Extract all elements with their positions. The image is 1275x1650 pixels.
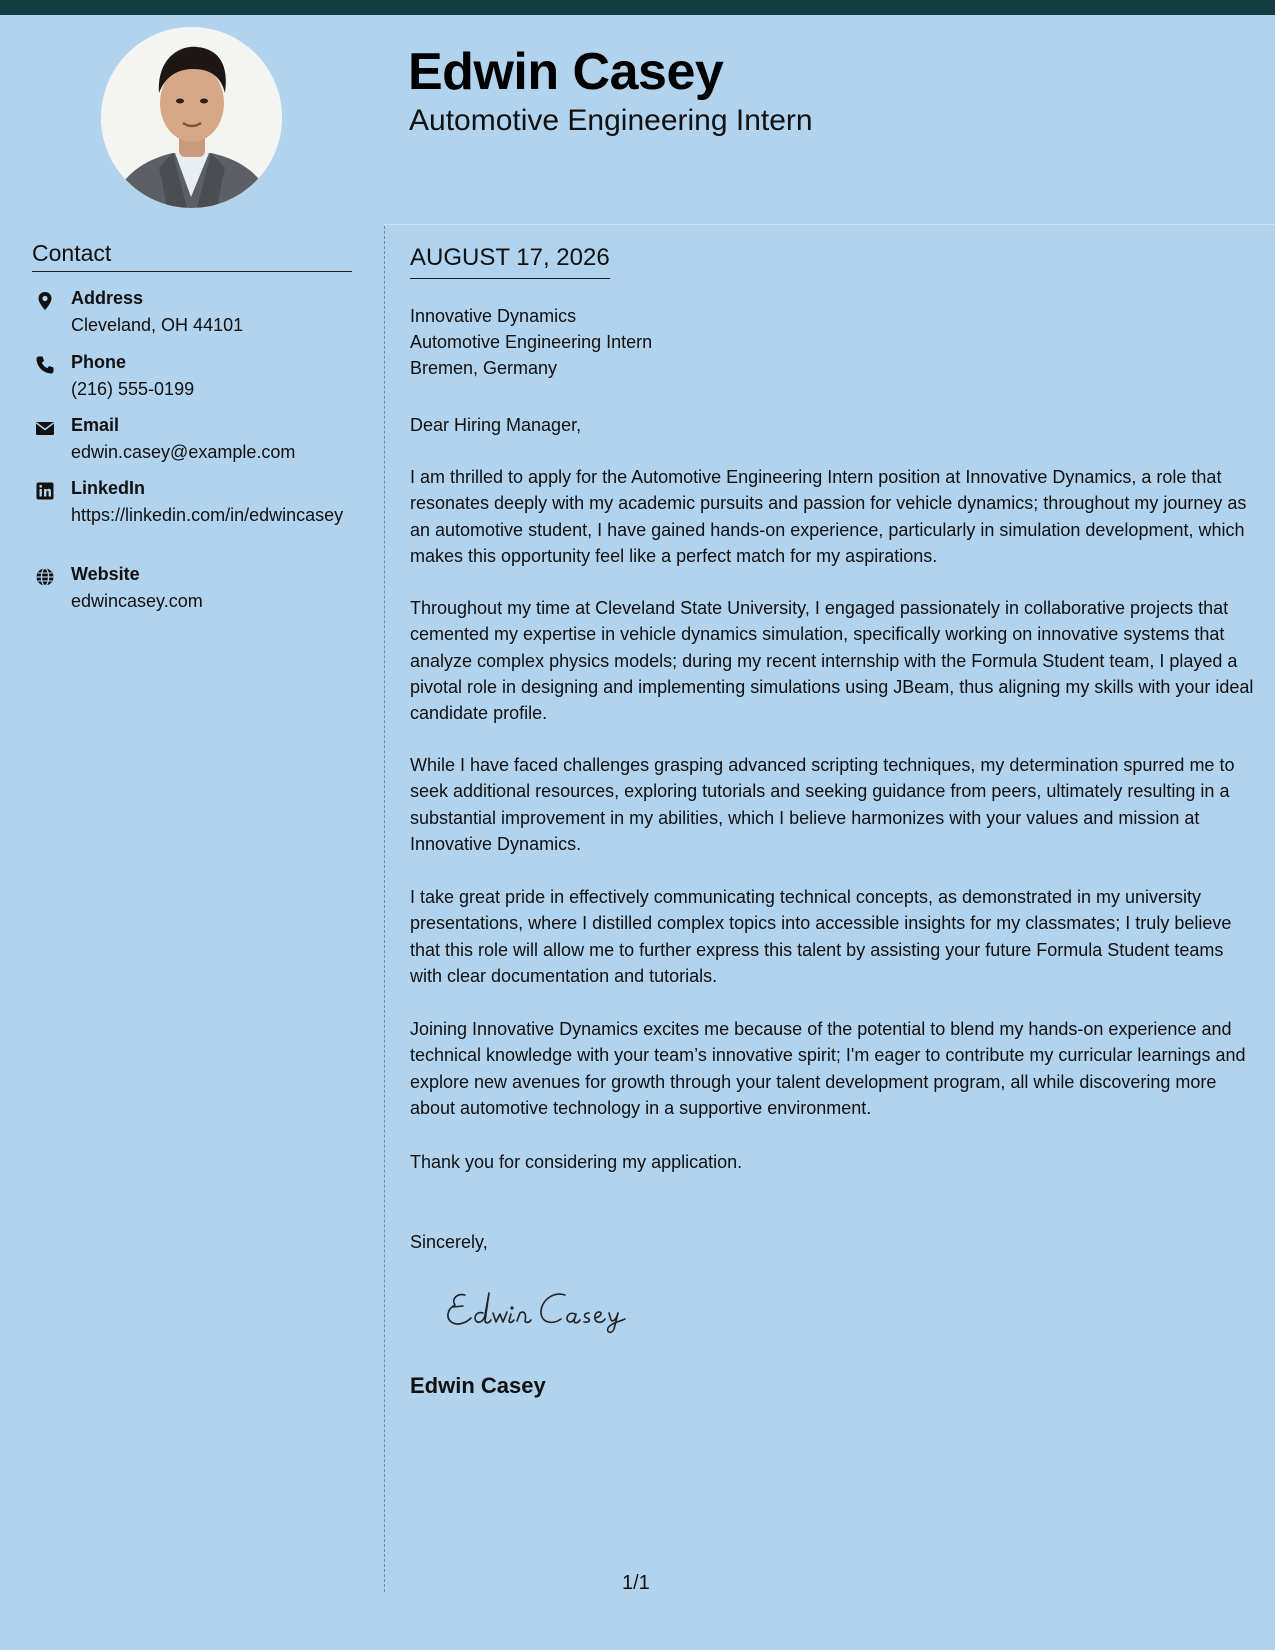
contact-value: https://linkedin.com/in/edwincasey: [71, 505, 344, 525]
map-pin-icon: [35, 291, 55, 311]
contact-value: (216) 555-0199: [71, 379, 195, 399]
closing: [410, 1229, 1254, 1255]
salutation-text: Dear Hiring Manager,: [410, 415, 582, 435]
recipient-company: Innovative Dynamics: [410, 306, 577, 326]
handwritten-signature: [443, 1285, 653, 1335]
paragraph-1: [410, 464, 1254, 569]
recipient-block: [410, 303, 652, 381]
column-divider: [384, 226, 385, 1592]
letter-date: AUGUST 17, 2026: [410, 244, 610, 279]
contact-label: Phone: [71, 352, 127, 372]
paragraph-text: I take great pride in effectively communicating technical concepts, as demonstrated in my university presentations, where I distilled complex topics into accessible insights for my classmates; I truly believe that this role will allow me to further express this talent by assisting your future Formula Student teams with clear documentation and tutorials.: [410, 887, 1232, 986]
profile-photo: [101, 27, 282, 208]
paragraph-3: [410, 752, 1254, 857]
page-number: 1/1: [622, 1572, 650, 1594]
contact-heading: Contact: [32, 240, 352, 272]
closing-text: Sincerely,: [410, 1232, 488, 1252]
thank-you-line: [410, 1149, 1254, 1175]
contact-value: edwin.casey@example.com: [71, 442, 296, 462]
contact-label: Website: [71, 564, 140, 584]
paragraph-2: [410, 595, 1254, 726]
candidate-name: Edwin Casey: [408, 43, 724, 101]
paragraph-text: I am thrilled to apply for the Automotive Engineering Intern position at Innovative Dynamics, a role that resonates deeply with my academic pursuits and passion for vehicle dynamics; throughout my journey as an automotive student, I have gained hands-on experience, particularly in simulation development, which makes this opportunity feel like a perfect match for my aspirations.: [410, 467, 1247, 566]
salutation: [410, 412, 1254, 438]
header-divider: [384, 224, 1275, 225]
paragraph-5: [410, 1016, 1254, 1121]
paragraph-4: [410, 884, 1254, 989]
contact-value: edwincasey.com: [71, 591, 203, 611]
contact-value: Cleveland, OH 44101: [71, 315, 244, 335]
paragraph-text: While I have faced challenges grasping advanced scripting techniques, my determination spurred me to seek additional resources, exploring tutorials and seeking guidance from peers, ultimately resulting in a substantial improvement in my abilities, which I believe harmonizes with your values and mission at Innovative Dynamics.: [410, 755, 1235, 854]
recipient-location: Bremen, Germany: [410, 358, 558, 378]
contact-label: Address: [71, 288, 144, 308]
candidate-title: Automotive Engineering Intern: [409, 104, 813, 137]
contact-label: Email: [71, 415, 120, 435]
signer-name: Edwin Casey: [410, 1373, 546, 1398]
globe-icon: [35, 567, 55, 587]
paragraph-text: Throughout my time at Cleveland State University, I engaged passionately in collaborative projects that cemented my expertise in vehicle dynamics simulation, specifically working on innovative systems that analyze complex physics models; during my recent internship with the Formula Student team, I played a pivotal role in designing and implementing simulations using JBeam, thus aligning my skills with your ideal candidate profile.: [410, 598, 1254, 724]
phone-icon: [35, 355, 55, 375]
thank-you-text: Thank you for considering my application.: [410, 1152, 743, 1172]
linkedin-icon: [35, 481, 55, 501]
contact-label: LinkedIn: [71, 478, 146, 498]
top-accent-band: [0, 0, 1275, 15]
recipient-position: Automotive Engineering Intern: [410, 332, 653, 352]
paragraph-text: Joining Innovative Dynamics excites me because of the potential to blend my hands-on experience and technical knowledge with your team’s innovative spirit; I'm eager to contribute my curricular learnings and explore new avenues for growth through your talent development program, all while discovering more about automotive technology in a supportive environment.: [410, 1019, 1246, 1118]
envelope-icon: [35, 418, 55, 438]
